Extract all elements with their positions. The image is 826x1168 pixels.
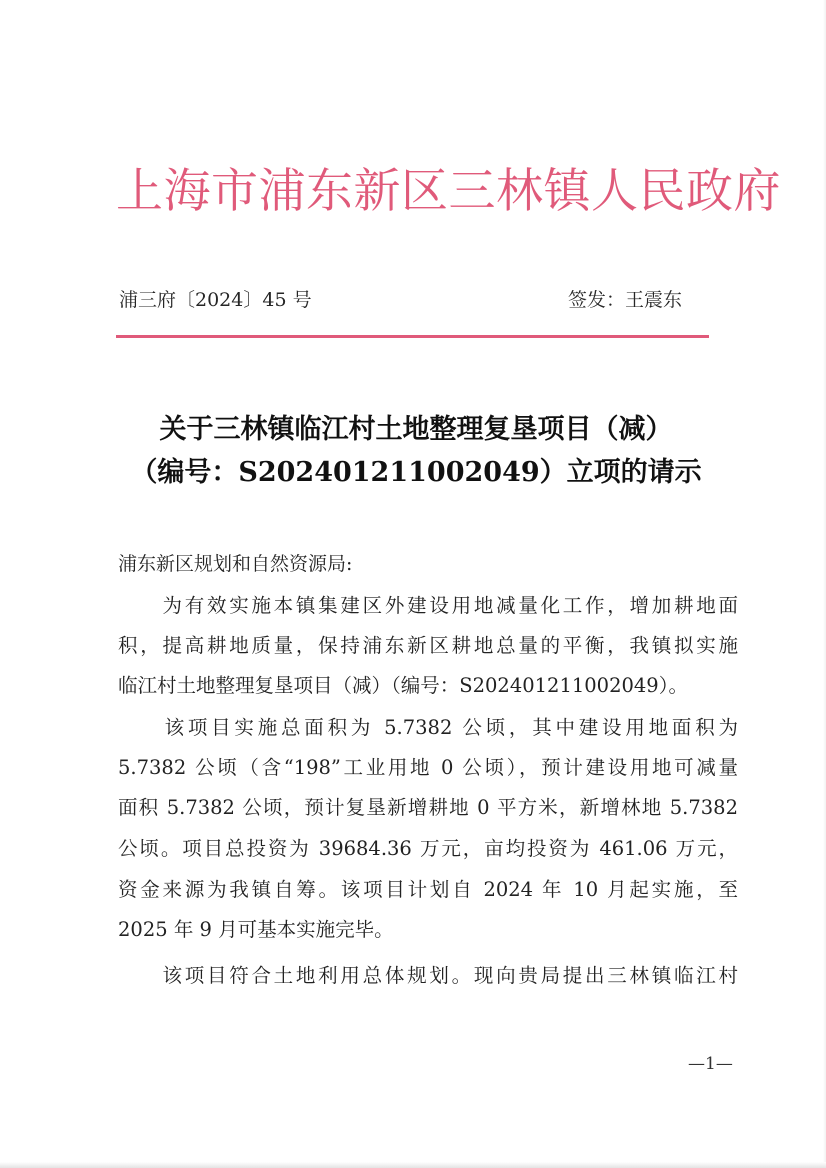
- paragraph-3-line: 该项目符合土地利用总体规划。现向贵局提出三林镇临江村: [118, 964, 738, 987]
- document-title-line-2: （编号：S202401211002049）立项的请示: [130, 457, 702, 488]
- page-number: —1—: [688, 1054, 733, 1074]
- salutation: 浦东新区规划和自然资源局:: [118, 553, 353, 575]
- issuing-authority-header: 上海市浦东新区三林镇人民政府: [116, 164, 781, 219]
- red-divider-line: [116, 335, 709, 338]
- paragraph-1-line: 临江村土地整理复垦项目（减）（编号：S202401211002049）。: [118, 674, 688, 697]
- paragraph-2-line: 5.7382 公顷（含“198”工业用地 0 公顷），预计建设用地可减量: [118, 756, 738, 779]
- paragraph-1-line: 积，提高耕地质量，保持浦东新区耕地总量的平衡，我镇拟实施: [118, 634, 738, 657]
- paragraph-2-line: 该项目实施总面积为 5.7382 公顷，其中建设用地面积为: [118, 716, 738, 739]
- page-bottom-edge: [0, 1162, 826, 1168]
- document-number: 浦三府〔2024〕45 号: [119, 289, 312, 311]
- document-title-line-1: 关于三林镇临江村土地整理复垦项目（减）: [159, 414, 673, 445]
- paragraph-2-line: 资金来源为我镇自筹。该项目计划自 2024 年 10 月起实施，至: [118, 878, 738, 901]
- paragraph-2-line: 面积 5.7382 公顷，预计复垦新增耕地 0 平方米，新增林地 5.7382: [118, 796, 738, 819]
- paragraph-1-line: 为有效实施本镇集建区外建设用地减量化工作，增加耕地面: [118, 594, 738, 617]
- paragraph-2-line: 2025 年 9 月可基本实施完毕。: [118, 918, 394, 941]
- signer: 签发：王震东: [568, 289, 683, 311]
- paragraph-2-line: 公顷。项目总投资为 39684.36 万元，亩均投资为 461.06 万元，: [118, 837, 738, 860]
